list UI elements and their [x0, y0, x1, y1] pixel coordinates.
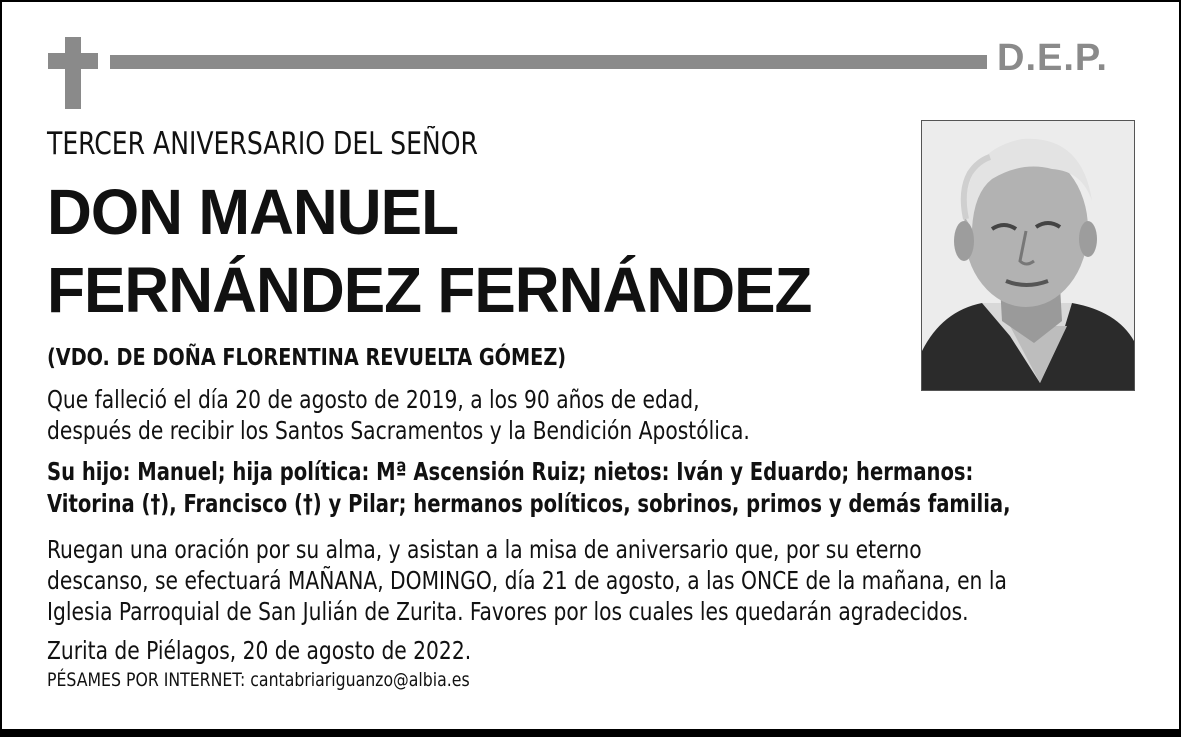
pesames-email[interactable]: cantabriariguanzo@albia.es	[250, 669, 470, 691]
deceased-name-line-2: FERNÁNDEZ FERNÁNDEZ	[47, 254, 812, 326]
dep-label: D.E.P.	[997, 37, 1108, 79]
pesames-label: PÉSAMES POR INTERNET:	[47, 669, 246, 691]
family-line: Vitorina (†), Francisco (†) y Pilar; hermanos políticos, sobrinos, primos y demás familia,	[47, 489, 1011, 518]
family-line: Su hijo: Manuel; hija política: Mª Ascensión Ruiz; nietos: Iván y Eduardo; hermanos:	[47, 457, 974, 486]
mass-line: descanso, se efectuará MAÑANA, DOMINGO, día 21 de agosto, a las ONCE de la mañana, en la	[47, 566, 1007, 595]
mass-line: Iglesia Parroquial de San Julián de Zurita. Favores por los cuales les quedarán agradecidos.	[47, 597, 969, 626]
death-paragraph	[47, 384, 750, 446]
pesames-line	[47, 668, 470, 692]
cross-icon-bar	[48, 53, 98, 69]
death-line: Que falleció el día 20 de agosto de 2019, a los 90 años de edad,	[47, 385, 700, 414]
death-line: después de recibir los Santos Sacramentos y la Bendición Apostólica.	[47, 416, 750, 445]
family-paragraph	[47, 456, 1011, 520]
mass-line: Ruegan una oración por su alma, y asistan a la misa de aniversario que, por su eterno	[47, 535, 922, 564]
cross-icon	[65, 37, 81, 109]
anniversary-line: TERCER ANIVERSARIO DEL SEÑOR	[47, 126, 478, 162]
deceased-name-line-1: DON MANUEL	[47, 176, 459, 248]
place-date: Zurita de Piélagos, 20 de agosto de 2022.	[47, 636, 472, 665]
portrait-photo	[921, 120, 1135, 391]
widow-line: (VDO. DE DOÑA FLORENTINA REVUELTA GÓMEZ)	[47, 345, 567, 371]
mass-paragraph	[47, 534, 1007, 627]
bottom-rule	[0, 729, 1181, 737]
header-rule	[110, 55, 987, 69]
portrait-image	[922, 121, 1134, 390]
